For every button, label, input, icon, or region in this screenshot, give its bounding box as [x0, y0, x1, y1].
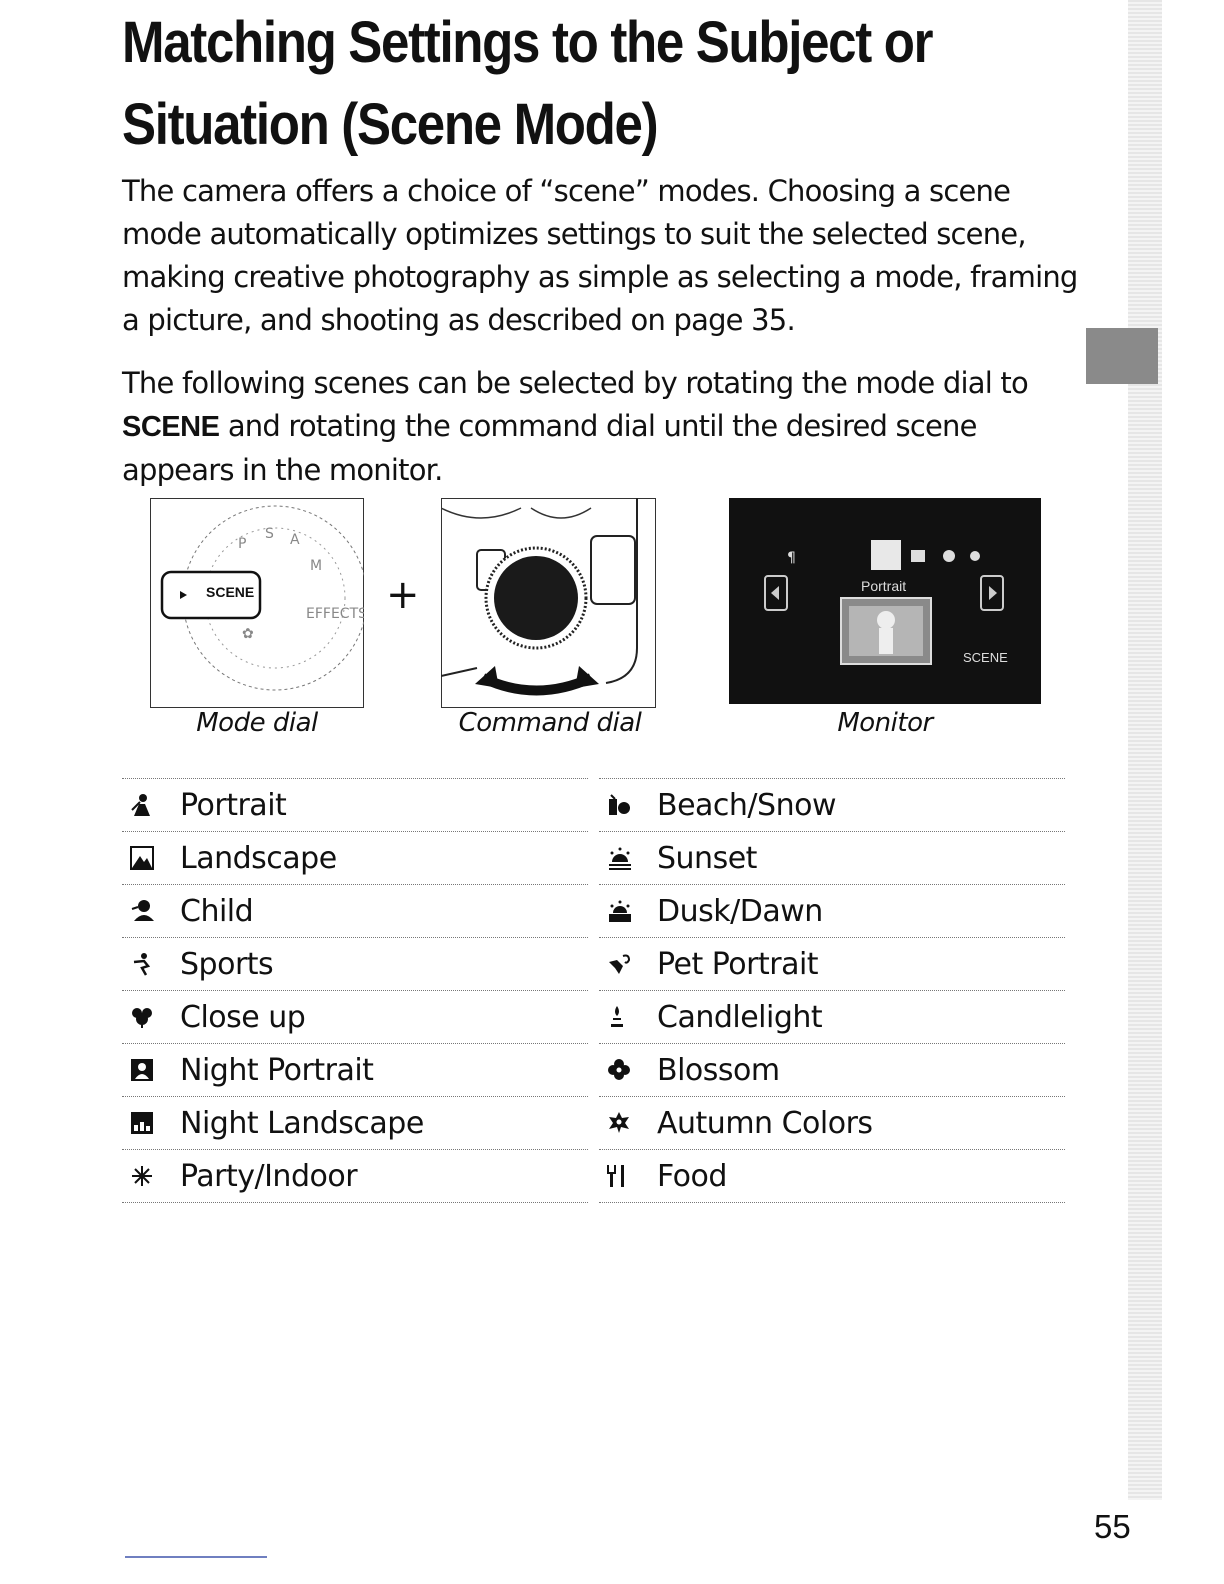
sunset-icon [599, 846, 657, 870]
scene-keyword: SCENE [122, 411, 220, 443]
close-up-icon [122, 1005, 180, 1029]
scene-label: Party/Indoor [180, 1158, 358, 1194]
scene-row [122, 832, 588, 885]
child-icon [122, 899, 180, 923]
svg-text:EFFECTS: EFFECTS [306, 606, 364, 622]
monitor-mode-indicator: SCENE [963, 650, 1008, 665]
scene-row [122, 991, 588, 1044]
chapter-tab [1086, 328, 1158, 384]
landscape-icon [122, 846, 180, 870]
title-line-1: Matching Settings to the Subject or [122, 10, 933, 75]
scene-row [599, 1150, 1065, 1203]
title-line-2: Situation (Scene Mode) [122, 92, 658, 157]
scene-row [122, 1044, 588, 1097]
mode-dial-scene-label: SCENE [206, 584, 255, 600]
dusk-dawn-icon [599, 899, 657, 923]
scene-row [599, 938, 1065, 991]
scene-row [599, 991, 1065, 1044]
mode-dial-figure [150, 498, 364, 708]
sports-icon [122, 952, 180, 976]
blossom-icon [599, 1058, 657, 1082]
scene-label: Pet Portrait [657, 946, 819, 982]
svg-text:P: P [238, 536, 247, 552]
scene-list-left [122, 778, 588, 1203]
page-number: 55 [1094, 1508, 1131, 1545]
candlelight-icon [599, 1004, 657, 1030]
scene-row [122, 1150, 588, 1203]
food-icon [599, 1163, 657, 1189]
monitor-illustration [729, 498, 1041, 704]
scene-row [599, 1097, 1065, 1150]
scene-label: Autumn Colors [657, 1105, 873, 1141]
mode-dial-caption: Mode dial [196, 708, 318, 738]
scene-row [599, 1044, 1065, 1097]
portrait-icon [122, 792, 180, 818]
instruction-text-1: The following scenes can be selected by rotating the mode dial to [122, 366, 1028, 400]
intro-paragraph: The camera offers a choice of “scene” modes. Choosing a scene mode automatically optimizes settings to suit the selected scene, making creative photography as simple as selecting a mode, framing a picture, and shooting as described on page 35. [122, 174, 1078, 337]
night-portrait-icon [122, 1058, 180, 1082]
svg-text:✿: ✿ [242, 626, 254, 642]
instruction-paragraph [122, 362, 1082, 492]
scene-label: Sunset [657, 840, 757, 876]
scene-row [122, 778, 588, 832]
side-strip [1128, 0, 1162, 1500]
scene-row [599, 778, 1065, 832]
night-landscape-icon [122, 1111, 180, 1135]
page-title [122, 2, 967, 166]
mode-dial-illustration [150, 498, 364, 708]
scene-label: Close up [180, 999, 306, 1035]
scene-label: Blossom [657, 1052, 780, 1088]
footer-rule [125, 1556, 267, 1558]
scene-label: Candlelight [657, 999, 823, 1035]
svg-text:¶: ¶ [787, 550, 796, 566]
party-indoor-icon [122, 1164, 180, 1188]
monitor-selected-scene: Portrait [861, 578, 907, 594]
scene-list-right [599, 778, 1065, 1203]
scene-label: Night Landscape [180, 1105, 424, 1141]
scene-label: Beach/Snow [657, 787, 836, 823]
monitor-caption: Monitor [837, 708, 933, 738]
scene-row [122, 885, 588, 938]
scene-label: Food [657, 1158, 727, 1194]
scene-label: Night Portrait [180, 1052, 374, 1088]
monitor-figure [729, 498, 1041, 704]
scene-label: Child [180, 893, 254, 929]
scene-label: Landscape [180, 840, 337, 876]
scene-row [122, 938, 588, 991]
command-dial-caption: Command dial [458, 708, 642, 738]
scene-label: Dusk/Dawn [657, 893, 823, 929]
scene-row [599, 885, 1065, 938]
svg-text:A: A [290, 532, 300, 548]
plus-sign: + [386, 572, 420, 618]
instruction-text-2: and rotating the command dial until the desired scene appears in the monitor. [122, 409, 977, 487]
autumn-colors-icon [599, 1111, 657, 1135]
scene-row [122, 1097, 588, 1150]
scene-label: Sports [180, 946, 274, 982]
scene-label: Portrait [180, 787, 287, 823]
scene-row [599, 832, 1065, 885]
svg-text:S: S [265, 526, 274, 542]
command-dial-figure [441, 498, 656, 708]
pet-portrait-icon [599, 952, 657, 976]
command-dial-illustration [441, 498, 656, 708]
svg-text:M: M [310, 558, 323, 574]
beach-snow-icon [599, 793, 657, 817]
